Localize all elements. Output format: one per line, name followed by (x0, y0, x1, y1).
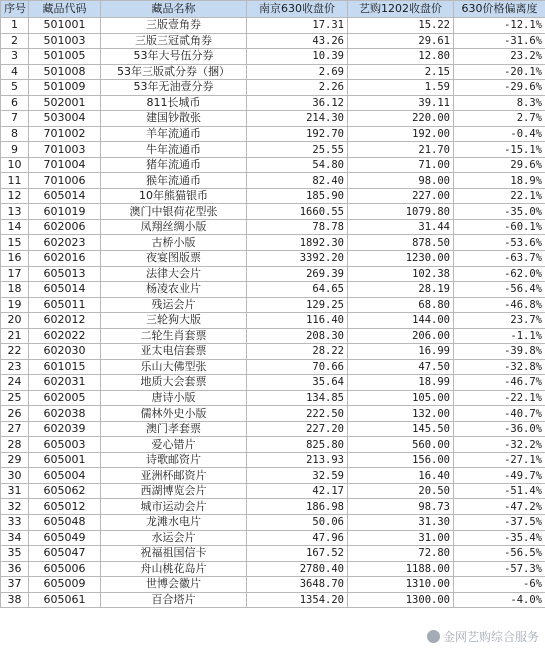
table-row (1, 530, 545, 546)
cell-nanjing-630: 47.96 (247, 530, 348, 546)
cell-yigou-1202: 47.50 (348, 359, 454, 375)
cell-code: 605062 (29, 483, 101, 499)
cell-nanjing-630: 208.30 (247, 328, 348, 344)
cell-code: 605003 (29, 437, 101, 453)
cell-yigou-1202: 18.99 (348, 375, 454, 391)
cell-name: 西湖博览会片 (101, 483, 247, 499)
cell-index: 10 (1, 157, 29, 173)
cell-index: 34 (1, 530, 29, 546)
cell-index: 3 (1, 49, 29, 65)
cell-yigou-1202: 98.73 (348, 499, 454, 515)
cell-index: 38 (1, 592, 29, 608)
cell-name: 城市运动会片 (101, 499, 247, 515)
cell-code: 701003 (29, 142, 101, 158)
cell-index: 8 (1, 126, 29, 142)
cell-deviation: -63.7% (454, 250, 545, 266)
cell-code: 602038 (29, 406, 101, 422)
cell-nanjing-630: 10.39 (247, 49, 348, 65)
cell-deviation: 8.3% (454, 95, 545, 111)
cell-yigou-1202: 20.50 (348, 483, 454, 499)
cell-nanjing-630: 269.39 (247, 266, 348, 282)
cell-name: 地质大会套票 (101, 375, 247, 391)
cell-deviation: -51.4% (454, 483, 545, 499)
cell-code: 601019 (29, 204, 101, 220)
cell-nanjing-630: 3392.20 (247, 250, 348, 266)
cell-name: 诗歌邮资片 (101, 452, 247, 468)
cell-deviation: 29.6% (454, 157, 545, 173)
cell-deviation: -4.0% (454, 592, 545, 608)
cell-yigou-1202: 98.00 (348, 173, 454, 189)
cell-index: 18 (1, 282, 29, 298)
cell-nanjing-630: 134.85 (247, 390, 348, 406)
cell-deviation: -22.1% (454, 390, 545, 406)
cell-index: 28 (1, 437, 29, 453)
cell-index: 5 (1, 80, 29, 96)
table-row (1, 328, 545, 344)
cell-code: 501009 (29, 80, 101, 96)
cell-code: 605047 (29, 546, 101, 562)
cell-code: 605048 (29, 515, 101, 531)
cell-code: 605004 (29, 468, 101, 484)
cell-yigou-1202: 15.22 (348, 18, 454, 34)
watermark-text: 金网艺购综合服务 (442, 630, 539, 644)
cell-index: 7 (1, 111, 29, 127)
table-row (1, 49, 545, 65)
cell-yigou-1202: 878.50 (348, 235, 454, 251)
cell-index: 14 (1, 219, 29, 235)
cell-name: 夜宴图版票 (101, 250, 247, 266)
cell-index: 25 (1, 390, 29, 406)
cell-nanjing-630: 35.64 (247, 375, 348, 391)
cell-deviation: 18.9% (454, 173, 545, 189)
table-row (1, 157, 545, 173)
cell-yigou-1202: 21.70 (348, 142, 454, 158)
cell-yigou-1202: 39.11 (348, 95, 454, 111)
cell-code: 602005 (29, 390, 101, 406)
table-row (1, 173, 545, 189)
cell-index: 6 (1, 95, 29, 111)
cell-deviation: -1.1% (454, 328, 545, 344)
cell-code: 602006 (29, 219, 101, 235)
cell-name: 爱心错片 (101, 437, 247, 453)
cell-name: 儒林外史小版 (101, 406, 247, 422)
cell-name: 水运会片 (101, 530, 247, 546)
cell-nanjing-630: 28.22 (247, 344, 348, 360)
cell-name: 乐山大佛型张 (101, 359, 247, 375)
cell-nanjing-630: 167.52 (247, 546, 348, 562)
cell-name: 舟山桃花岛片 (101, 561, 247, 577)
cell-nanjing-630: 825.80 (247, 437, 348, 453)
cell-code: 602016 (29, 250, 101, 266)
table-row (1, 344, 545, 360)
table-row (1, 111, 545, 127)
table-row (1, 250, 545, 266)
cell-deviation: -46.7% (454, 375, 545, 391)
cell-nanjing-630: 185.90 (247, 188, 348, 204)
cell-yigou-1202: 560.00 (348, 437, 454, 453)
cell-deviation: -46.8% (454, 297, 545, 313)
cell-nanjing-630: 50.06 (247, 515, 348, 531)
cell-deviation: -32.2% (454, 437, 545, 453)
header-nanjing-630-close: 南京630收盘价 (247, 1, 348, 18)
cell-yigou-1202: 1230.00 (348, 250, 454, 266)
cell-yigou-1202: 71.00 (348, 157, 454, 173)
cell-code: 501008 (29, 64, 101, 80)
cell-nanjing-630: 54.80 (247, 157, 348, 173)
table-row (1, 126, 545, 142)
cell-nanjing-630: 192.70 (247, 126, 348, 142)
cell-yigou-1202: 12.80 (348, 49, 454, 65)
header-deviation-630: 630价格偏离度 (454, 1, 545, 18)
table-row (1, 546, 545, 562)
cell-index: 30 (1, 468, 29, 484)
header-yigou-1202-close: 艺购1202收盘价 (348, 1, 454, 18)
cell-name: 唐诗小版 (101, 390, 247, 406)
cell-yigou-1202: 227.00 (348, 188, 454, 204)
table-row (1, 390, 545, 406)
cell-nanjing-630: 2.26 (247, 80, 348, 96)
cell-code: 701002 (29, 126, 101, 142)
cell-index: 2 (1, 33, 29, 49)
cell-deviation: -27.1% (454, 452, 545, 468)
cell-deviation: -29.6% (454, 80, 545, 96)
cell-code: 605001 (29, 452, 101, 468)
cell-nanjing-630: 1892.30 (247, 235, 348, 251)
table-body (1, 18, 545, 608)
table-row (1, 64, 545, 80)
cell-code: 602022 (29, 328, 101, 344)
cell-deviation: -31.6% (454, 33, 545, 49)
cell-name: 祝福祖国信卡 (101, 546, 247, 562)
cell-code: 605049 (29, 530, 101, 546)
cell-name: 53年三版贰分券（捆） (101, 64, 247, 80)
cell-code: 501001 (29, 18, 101, 34)
cell-code: 605012 (29, 499, 101, 515)
cell-index: 35 (1, 546, 29, 562)
cell-index: 37 (1, 577, 29, 593)
cell-yigou-1202: 220.00 (348, 111, 454, 127)
cell-yigou-1202: 31.44 (348, 219, 454, 235)
cell-yigou-1202: 72.80 (348, 546, 454, 562)
table-row (1, 375, 545, 391)
table-row (1, 95, 545, 111)
cell-code: 605009 (29, 577, 101, 593)
table-row (1, 297, 545, 313)
cell-name: 猪年流通币 (101, 157, 247, 173)
cell-code: 701006 (29, 173, 101, 189)
cell-name: 百合塔片 (101, 592, 247, 608)
cell-index: 15 (1, 235, 29, 251)
cell-yigou-1202: 144.00 (348, 313, 454, 329)
header-row (1, 1, 545, 18)
cell-index: 27 (1, 421, 29, 437)
cell-yigou-1202: 132.00 (348, 406, 454, 422)
cell-yigou-1202: 192.00 (348, 126, 454, 142)
cell-code: 501003 (29, 33, 101, 49)
cell-name: 建国钞散张 (101, 111, 247, 127)
cell-yigou-1202: 68.80 (348, 297, 454, 313)
cell-deviation: -12.1% (454, 18, 545, 34)
cell-index: 13 (1, 204, 29, 220)
cell-yigou-1202: 16.99 (348, 344, 454, 360)
cell-nanjing-630: 116.40 (247, 313, 348, 329)
cell-name: 亚太电信套票 (101, 344, 247, 360)
cell-deviation: 23.7% (454, 313, 545, 329)
cell-yigou-1202: 2.15 (348, 64, 454, 80)
cell-code: 605006 (29, 561, 101, 577)
table-row (1, 313, 545, 329)
cell-index: 19 (1, 297, 29, 313)
cell-deviation: -0.4% (454, 126, 545, 142)
cell-index: 31 (1, 483, 29, 499)
cell-deviation: -62.0% (454, 266, 545, 282)
cell-name: 三版三冠贰角券 (101, 33, 247, 49)
table-row (1, 421, 545, 437)
cell-deviation: 2.7% (454, 111, 545, 127)
header-name: 藏品名称 (101, 1, 247, 18)
cell-code: 501005 (29, 49, 101, 65)
cell-index: 11 (1, 173, 29, 189)
cell-deviation: -32.8% (454, 359, 545, 375)
table-row (1, 359, 545, 375)
cell-nanjing-630: 36.12 (247, 95, 348, 111)
cell-yigou-1202: 156.00 (348, 452, 454, 468)
cell-nanjing-630: 227.20 (247, 421, 348, 437)
cell-name: 凤翔丝绸小版 (101, 219, 247, 235)
cell-nanjing-630: 32.59 (247, 468, 348, 484)
cell-index: 12 (1, 188, 29, 204)
cell-index: 32 (1, 499, 29, 515)
cell-index: 4 (1, 64, 29, 80)
cell-nanjing-630: 129.25 (247, 297, 348, 313)
cell-code: 502001 (29, 95, 101, 111)
cell-index: 21 (1, 328, 29, 344)
cell-index: 26 (1, 406, 29, 422)
table-row (1, 577, 545, 593)
watermark (427, 628, 539, 645)
cell-yigou-1202: 105.00 (348, 390, 454, 406)
table-row (1, 499, 545, 515)
table-row (1, 266, 545, 282)
cell-name: 53年无油壹分券 (101, 80, 247, 96)
cell-deviation: -36.0% (454, 421, 545, 437)
cell-name: 澳门孝套票 (101, 421, 247, 437)
cell-nanjing-630: 64.65 (247, 282, 348, 298)
cell-nanjing-630: 3648.70 (247, 577, 348, 593)
table-row (1, 592, 545, 608)
cell-name: 羊年流通币 (101, 126, 247, 142)
cell-deviation: -40.7% (454, 406, 545, 422)
cell-nanjing-630: 1354.20 (247, 592, 348, 608)
cell-name: 世博会徽片 (101, 577, 247, 593)
table-row (1, 204, 545, 220)
cell-deviation: -60.1% (454, 219, 545, 235)
cell-index: 33 (1, 515, 29, 531)
cell-index: 23 (1, 359, 29, 375)
table-row (1, 188, 545, 204)
cell-nanjing-630: 213.93 (247, 452, 348, 468)
cell-yigou-1202: 31.00 (348, 530, 454, 546)
cell-code: 602023 (29, 235, 101, 251)
cell-yigou-1202: 1.59 (348, 80, 454, 96)
cell-name: 牛年流通币 (101, 142, 247, 158)
cell-name: 二轮生肖套票 (101, 328, 247, 344)
cell-nanjing-630: 82.40 (247, 173, 348, 189)
cell-code: 602031 (29, 375, 101, 391)
cell-name: 法律大会片 (101, 266, 247, 282)
table-row (1, 468, 545, 484)
cell-deviation: 22.1% (454, 188, 545, 204)
cell-deviation: -37.5% (454, 515, 545, 531)
table-row (1, 515, 545, 531)
table-row (1, 219, 545, 235)
header-code: 藏品代码 (29, 1, 101, 18)
cell-code: 605061 (29, 592, 101, 608)
table-row (1, 406, 545, 422)
cell-code: 601015 (29, 359, 101, 375)
cell-nanjing-630: 1660.55 (247, 204, 348, 220)
cell-code: 701004 (29, 157, 101, 173)
cell-index: 20 (1, 313, 29, 329)
cell-yigou-1202: 29.61 (348, 33, 454, 49)
cell-nanjing-630: 78.78 (247, 219, 348, 235)
cell-yigou-1202: 1310.00 (348, 577, 454, 593)
cell-deviation: -35.0% (454, 204, 545, 220)
cell-name: 龙滩水电片 (101, 515, 247, 531)
cell-yigou-1202: 145.50 (348, 421, 454, 437)
cell-nanjing-630: 70.66 (247, 359, 348, 375)
table-row (1, 437, 545, 453)
table-row (1, 452, 545, 468)
table-row (1, 561, 545, 577)
cell-code: 605014 (29, 188, 101, 204)
cell-name: 澳门中银荷花型张 (101, 204, 247, 220)
cell-name: 残运会片 (101, 297, 247, 313)
cell-yigou-1202: 206.00 (348, 328, 454, 344)
cell-yigou-1202: 1300.00 (348, 592, 454, 608)
cell-yigou-1202: 28.19 (348, 282, 454, 298)
cell-name: 三轮狗大版 (101, 313, 247, 329)
cell-deviation: -56.5% (454, 546, 545, 562)
cell-yigou-1202: 1188.00 (348, 561, 454, 577)
cell-nanjing-630: 186.98 (247, 499, 348, 515)
cell-deviation: -53.6% (454, 235, 545, 251)
cell-nanjing-630: 43.26 (247, 33, 348, 49)
cell-yigou-1202: 16.40 (348, 468, 454, 484)
wechat-icon (427, 630, 440, 643)
cell-index: 29 (1, 452, 29, 468)
cell-nanjing-630: 17.31 (247, 18, 348, 34)
cell-name: 53年大号伍分券 (101, 49, 247, 65)
cell-code: 602030 (29, 344, 101, 360)
cell-yigou-1202: 1079.80 (348, 204, 454, 220)
cell-nanjing-630: 214.30 (247, 111, 348, 127)
cell-index: 9 (1, 142, 29, 158)
table-row (1, 80, 545, 96)
header-index: 序号 (1, 1, 29, 18)
cell-deviation: -6% (454, 577, 545, 593)
cell-deviation: 23.2% (454, 49, 545, 65)
cell-deviation: -35.4% (454, 530, 545, 546)
table-row (1, 18, 545, 34)
table-row (1, 235, 545, 251)
table-row (1, 33, 545, 49)
cell-yigou-1202: 31.30 (348, 515, 454, 531)
cell-name: 古桥小版 (101, 235, 247, 251)
cell-deviation: -57.3% (454, 561, 545, 577)
cell-code: 605013 (29, 266, 101, 282)
cell-name: 10年熊猫银币 (101, 188, 247, 204)
cell-name: 亚洲杯邮资片 (101, 468, 247, 484)
cell-index: 17 (1, 266, 29, 282)
cell-deviation: -47.2% (454, 499, 545, 515)
cell-nanjing-630: 2780.40 (247, 561, 348, 577)
cell-name: 三版壹角券 (101, 18, 247, 34)
cell-code: 605011 (29, 297, 101, 313)
cell-yigou-1202: 102.38 (348, 266, 454, 282)
cell-code: 605014 (29, 282, 101, 298)
cell-name: 猴年流通币 (101, 173, 247, 189)
cell-index: 22 (1, 344, 29, 360)
cell-nanjing-630: 42.17 (247, 483, 348, 499)
cell-nanjing-630: 222.50 (247, 406, 348, 422)
cell-code: 602039 (29, 421, 101, 437)
table-row (1, 142, 545, 158)
cell-deviation: -15.1% (454, 142, 545, 158)
cell-nanjing-630: 25.55 (247, 142, 348, 158)
cell-name: 811长城币 (101, 95, 247, 111)
table-row (1, 483, 545, 499)
cell-name: 杨凌农业片 (101, 282, 247, 298)
cell-code: 602012 (29, 313, 101, 329)
cell-nanjing-630: 2.69 (247, 64, 348, 80)
cell-index: 24 (1, 375, 29, 391)
cell-code: 503004 (29, 111, 101, 127)
cell-index: 16 (1, 250, 29, 266)
cell-deviation: -49.7% (454, 468, 545, 484)
cell-deviation: -20.1% (454, 64, 545, 80)
cell-deviation: -39.8% (454, 344, 545, 360)
cell-deviation: -56.4% (454, 282, 545, 298)
cell-index: 36 (1, 561, 29, 577)
table-row (1, 282, 545, 298)
cell-index: 1 (1, 18, 29, 34)
